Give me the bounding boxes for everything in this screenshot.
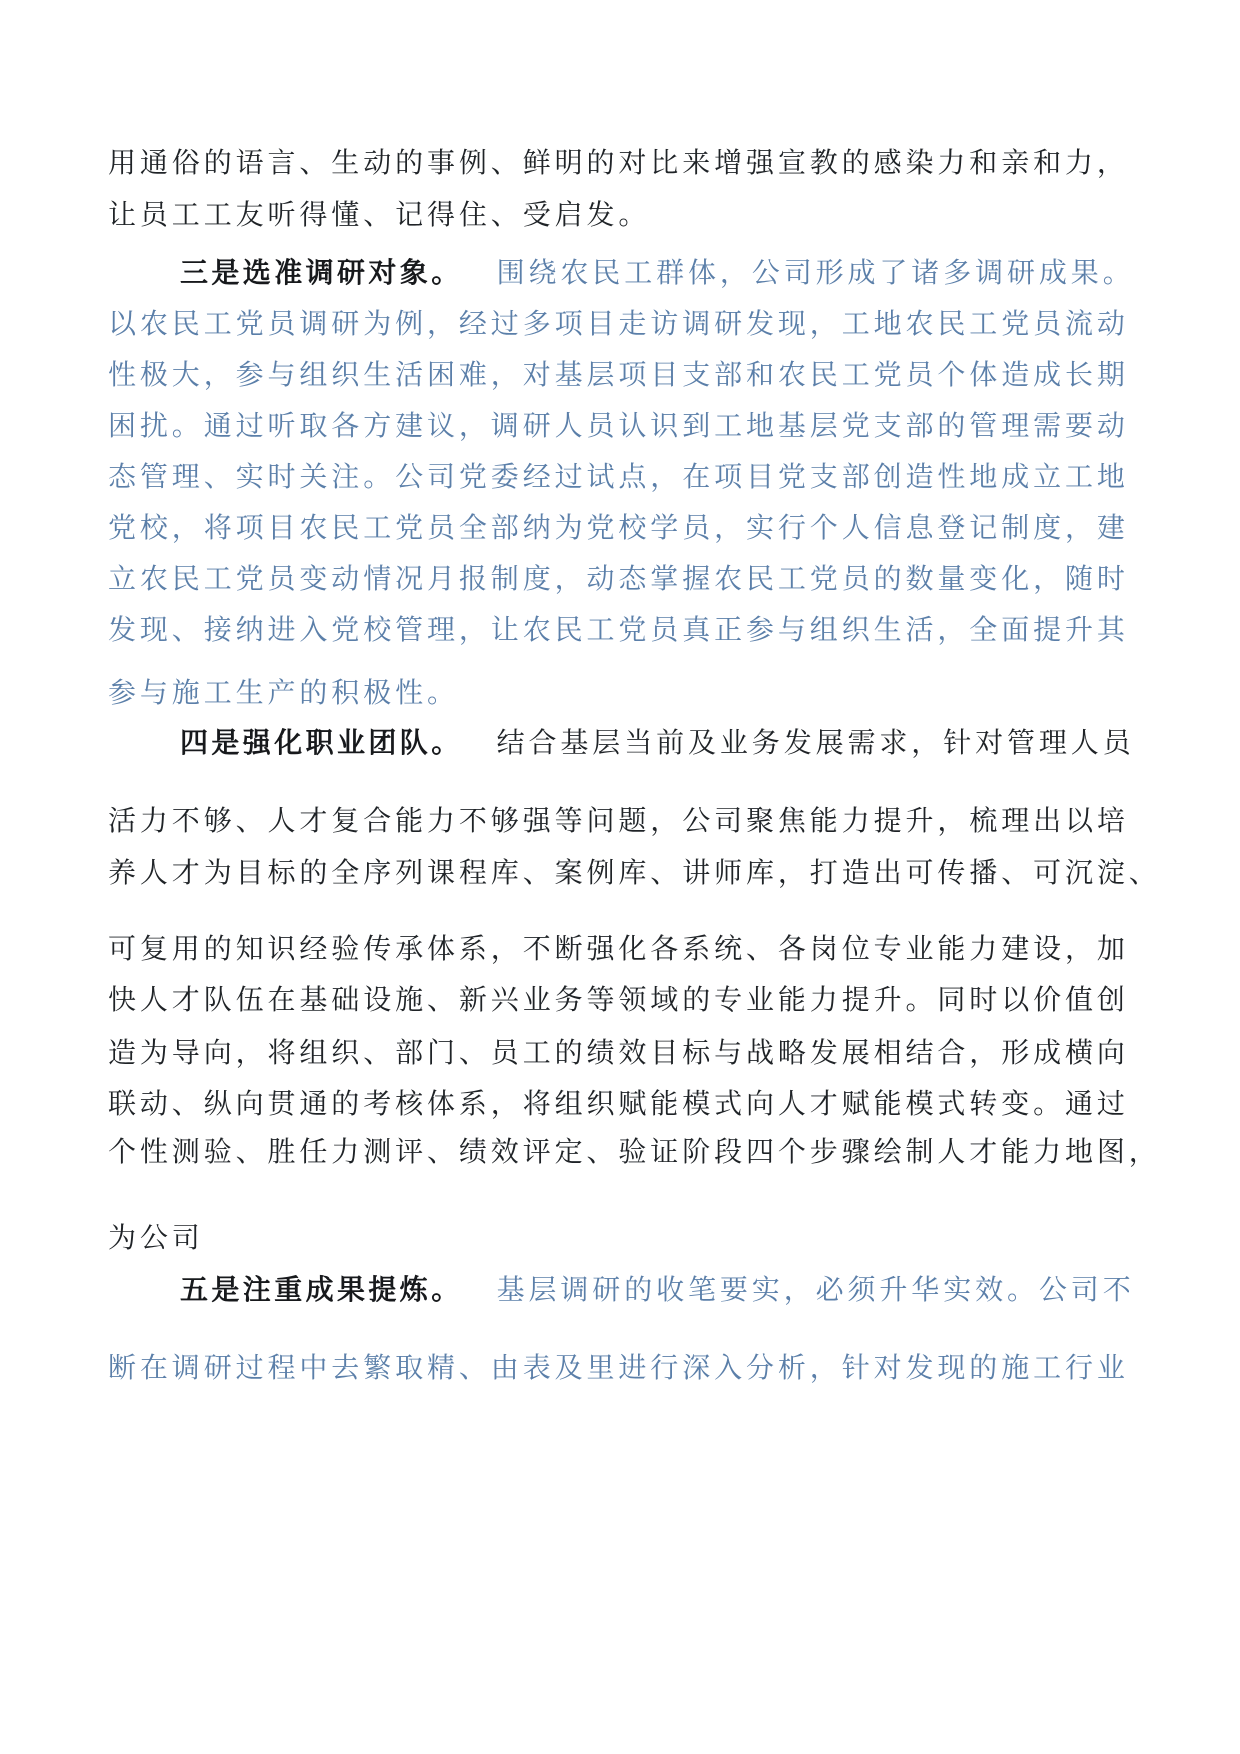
text-run: 基层调研的收笔要实，必须升华实效。公司不 xyxy=(496,1273,1135,1306)
text-line: 让员工工友听得懂、记得住、受启发。 xyxy=(108,198,651,231)
text-line: 态管理、实时关注。公司党委经过试点，在项目党支部创造性地成立工地 xyxy=(108,460,1129,493)
text-run: 结合基层当前及业务发展需求，针对管理人员 xyxy=(496,726,1135,759)
text-line: 以农民工党员调研为例，经过多项目走访调研发现，工地农民工党员流动 xyxy=(108,307,1129,340)
text-line: 个性测验、胜任力测评、绩效评定、验证阶段四个步骤绘制人才能力地图， xyxy=(108,1135,1161,1168)
text-run: 围绕农民工群体，公司形成了诸多调研成果。 xyxy=(496,256,1135,289)
text-line: 立农民工党员变动情况月报制度，动态掌握农民工党员的数量变化，随时 xyxy=(108,562,1129,595)
text-line: 用通俗的语言、生动的事例、鲜明的对比来增强宣教的感染力和亲和力， xyxy=(108,146,1129,179)
text-line: 养人才为目标的全序列课程库、案例库、讲师库，打造出可传播、可沉淀、 xyxy=(108,856,1161,889)
text-line: 为公司 xyxy=(108,1221,204,1254)
text-line: 快人才队伍在基础设施、新兴业务等领域的专业能力提升。同时以价值创 xyxy=(108,983,1129,1016)
text-line: 活力不够、人才复合能力不够强等问题，公司聚焦能力提升，梳理出以培 xyxy=(108,804,1129,837)
paragraph-start xyxy=(180,255,1135,291)
section-heading: 三是选准调研对象。 xyxy=(180,256,463,289)
paragraph-start xyxy=(180,725,1135,761)
text-line: 联动、纵向贯通的考核体系，将组织赋能模式向人才赋能模式转变。通过 xyxy=(108,1087,1129,1120)
section-heading: 五是注重成果提炼。 xyxy=(180,1273,463,1306)
text-line: 断在调研过程中去繁取精、由表及里进行深入分析，针对发现的施工行业 xyxy=(108,1351,1129,1384)
text-line: 参与施工生产的积极性。 xyxy=(108,676,459,709)
text-line: 性极大，参与组织生活困难，对基层项目支部和农民工党员个体造成长期 xyxy=(108,358,1129,391)
paragraph-start xyxy=(180,1272,1135,1308)
text-line: 可复用的知识经验传承体系，不断强化各系统、各岗位专业能力建设，加 xyxy=(108,932,1129,965)
text-line: 发现、接纳进入党校管理，让农民工党员真正参与组织生活，全面提升其 xyxy=(108,613,1129,646)
text-line: 困扰。通过听取各方建议，调研人员认识到工地基层党支部的管理需要动 xyxy=(108,409,1129,442)
text-line: 造为导向，将组织、部门、员工的绩效目标与战略发展相结合，形成横向 xyxy=(108,1036,1129,1069)
section-heading: 四是强化职业团队。 xyxy=(180,726,463,759)
text-line: 党校，将项目农民工党员全部纳为党校学员，实行个人信息登记制度，建 xyxy=(108,511,1129,544)
